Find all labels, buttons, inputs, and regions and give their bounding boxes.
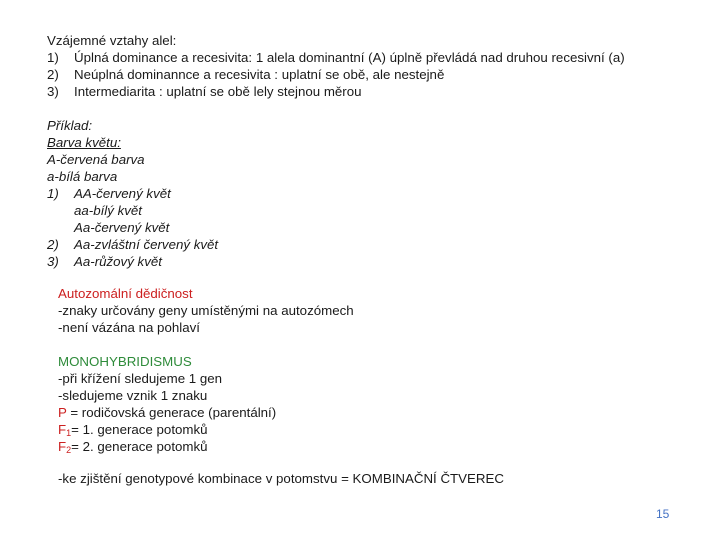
text-line: -znaky určovány geny umístěnými na autozómech bbox=[58, 303, 354, 318]
autosomal-title: Autozomální dědičnost bbox=[58, 286, 193, 301]
list-item: 2) Aa-zvláštní červený květ bbox=[47, 237, 219, 252]
allele-relations-title: Vzájemné vztahy alel: bbox=[47, 33, 177, 48]
text-line: -není vázána na pohlaví bbox=[58, 320, 200, 335]
list-item: 1) AA-červený květ bbox=[47, 186, 171, 201]
p-definition: P = rodičovská generace (parentální) bbox=[58, 405, 277, 420]
monohybridism-section bbox=[58, 353, 276, 455]
example-title: Příklad: bbox=[47, 118, 93, 133]
text-line: -sledujeme vznik 1 znaku bbox=[58, 388, 208, 403]
example-line: a-bílá barva bbox=[47, 169, 118, 184]
f1-definition: $F_1= 1$. generace potomků bbox=[58, 422, 208, 438]
example-section bbox=[47, 117, 218, 270]
text-line: -při křížení sledujeme 1 gen bbox=[58, 371, 223, 386]
example-line: A-červená barva bbox=[47, 152, 145, 167]
list-item-sub: aa-bílý květ bbox=[74, 203, 142, 218]
monohybridism-title: MONOHYBRIDISMUS bbox=[58, 354, 192, 369]
combination-square-note bbox=[58, 470, 504, 487]
page-number: 15 bbox=[656, 507, 670, 521]
autosomal-section bbox=[58, 285, 354, 336]
list-item: 3) Aa-růžový květ bbox=[47, 254, 162, 269]
example-subtitle: Barva květu: bbox=[47, 135, 121, 150]
list-item-sub: Aa-červený květ bbox=[74, 220, 170, 235]
text-line: -ke zjištění genotypové kombinace v potomstvu = KOMBINAČNÍ ČTVEREC bbox=[58, 471, 504, 486]
list-item: 2) Neúplná dominannce a recesivita : uplatní se obě, ale nestejně bbox=[47, 67, 445, 82]
f2-definition: $F_2= 2$. generace potomků bbox=[58, 439, 208, 455]
list-item: 1) Úplná dominance a recesivita: 1 alela dominantní (A) úplně převládá nad druhou recesivní (a) bbox=[47, 50, 625, 65]
list-item: 3) Intermediarita : uplatní se obě lely stejnou měrou bbox=[47, 84, 362, 99]
allele-relations-section bbox=[47, 32, 625, 100]
